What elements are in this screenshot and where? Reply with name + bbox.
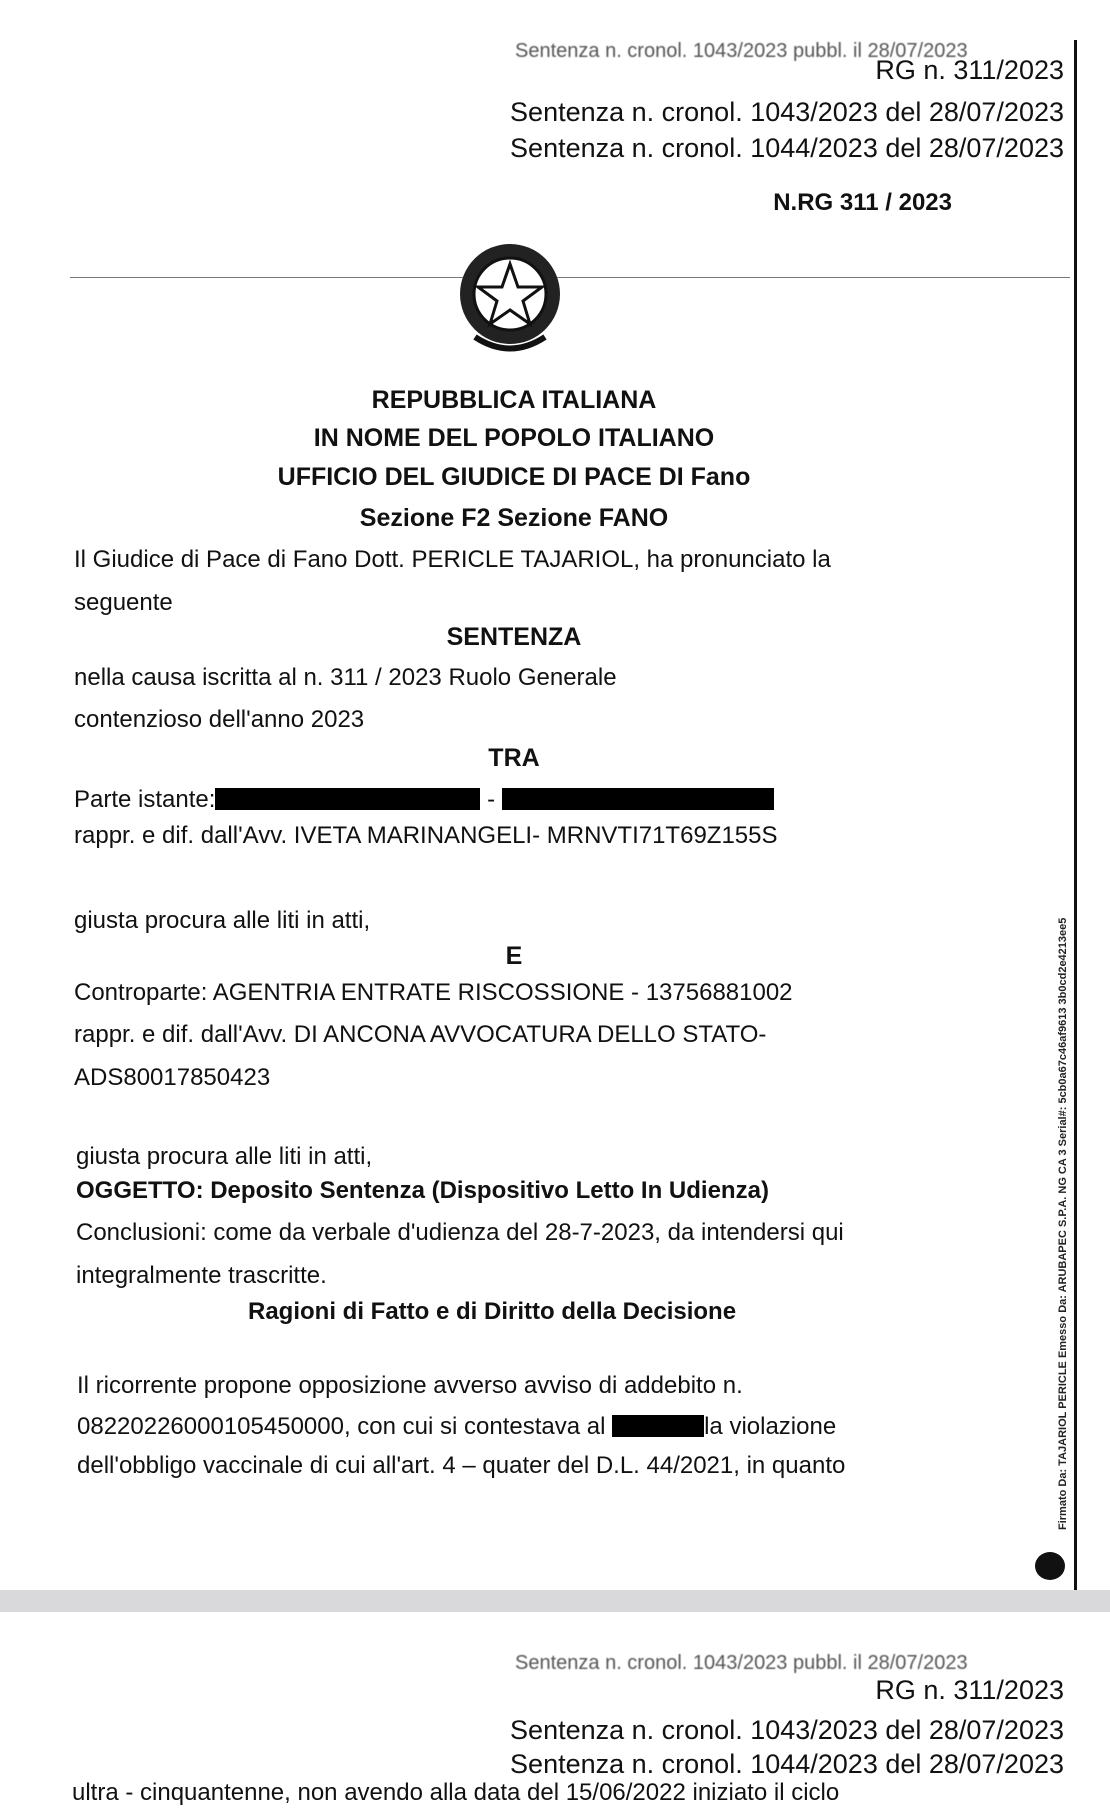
sentenza-cronol-2: Sentenza n. cronol. 1044/2023 del 28/07/2023 [510, 133, 1064, 163]
procura-line-1: giusta procura alle liti in atti, [74, 907, 371, 934]
redaction-bar [215, 788, 480, 810]
sentenza-cronol-2: Sentenza n. cronol. 1044/2023 del 28/07/2023 [510, 1749, 1064, 1779]
ghost-header: Sentenza n. cronol. 1043/2023 pubbl. il 28/07/2023 [515, 40, 968, 62]
sentenza-cronol-1: Sentenza n. cronol. 1043/2023 del 28/07/2023 [510, 97, 1064, 127]
heading-ufficio: UFFICIO DEL GIUDICE DI PACE DI Fano [277, 463, 751, 491]
oggetto: OGGETTO: Deposito Sentenza (Dispositivo Letto In Udienza) [76, 1177, 769, 1204]
body-line-2-end: la violazione [704, 1413, 837, 1440]
body-line-1: Il ricorrente propone opposizione avverso avviso di addebito n. [77, 1372, 743, 1399]
rg-number: RG n. 311/2023 [875, 1675, 1064, 1705]
heading-repubblica: REPUBBLICA ITALIANA [371, 386, 657, 414]
body-line-2-start: 08220226000105450000, con cui si contestava al [77, 1413, 606, 1440]
redaction-bar [502, 788, 774, 810]
tra-heading: TRA [488, 744, 540, 772]
emblem-of-italy-icon [445, 232, 575, 362]
controparte-avvocato-2: ADS80017850423 [74, 1064, 271, 1091]
page-separator [0, 1590, 1110, 1612]
heading-popolo: IN NOME DEL POPOLO ITALIANO [313, 424, 715, 452]
digital-signature: Firmato Da: TAJARIOL PERICLE Emesso Da: ARUBAPEC S.P.A. NG CA 3 Serial#: 5cb0a67c46af9613 3b0cd2e4213ee5 [1057, 917, 1069, 1530]
margin-line [1074, 40, 1077, 1590]
rg-number: RG n. 311/2023 [875, 55, 1064, 85]
nrg-number: N.RG 311 / 2023 [773, 189, 952, 216]
parte-avvocato: rappr. e dif. dall'Avv. IVETA MARINANGELI- MRNVTI71T69Z155S [74, 822, 778, 849]
conclusioni-line-1: Conclusioni: come da verbale d'udienza del 28-7-2023, da intendersi qui [76, 1219, 844, 1246]
conclusioni-line-2: integralmente trascritte. [76, 1262, 327, 1289]
body-line-2 [77, 1413, 836, 1441]
causa-line-2: contenzioso dell'anno 2023 [74, 706, 365, 733]
body-line-3: dell'obbligo vaccinale di cui all'art. 4 – quater del D.L. 44/2021, in quanto [77, 1452, 846, 1479]
procura-line-2: giusta procura alle liti in atti, [76, 1143, 373, 1170]
signature-seal-icon [1035, 1552, 1065, 1580]
sentenza-cronol-1: Sentenza n. cronol. 1043/2023 del 28/07/2023 [510, 1715, 1064, 1745]
intro-line-2: seguente [74, 589, 173, 616]
document-page-2 [0, 1612, 1110, 1817]
parte-label: Parte istante: [74, 786, 216, 813]
ghost-header: Sentenza n. cronol. 1043/2023 pubbl. il 28/07/2023 [515, 1652, 968, 1674]
sentenza-title: SENTENZA [446, 623, 582, 651]
causa-line-1: nella causa iscritta al n. 311 / 2023 Ruolo Generale [74, 664, 617, 691]
intro-line-1: Il Giudice di Pace di Fano Dott. PERICLE TAJARIOL, ha pronunciato la [74, 546, 831, 573]
ragioni-heading: Ragioni di Fatto e di Diritto della Decisione [248, 1298, 737, 1325]
controparte: Controparte: AGENTRIA ENTRATE RISCOSSIONE - 13756881002 [74, 979, 793, 1006]
heading-sezione: Sezione F2 Sezione FANO [359, 504, 669, 532]
redaction-bar [612, 1415, 704, 1437]
controparte-avvocato-1: rappr. e dif. dall'Avv. DI ANCONA AVVOCATURA DELLO STATO- [74, 1021, 767, 1048]
body-line-1: ultra - cinquantenne, non avendo alla data del 15/06/2022 iniziato il ciclo [72, 1779, 840, 1806]
parte-separator: - [487, 786, 496, 813]
parte-istante [74, 786, 774, 814]
e-heading: E [505, 942, 523, 970]
